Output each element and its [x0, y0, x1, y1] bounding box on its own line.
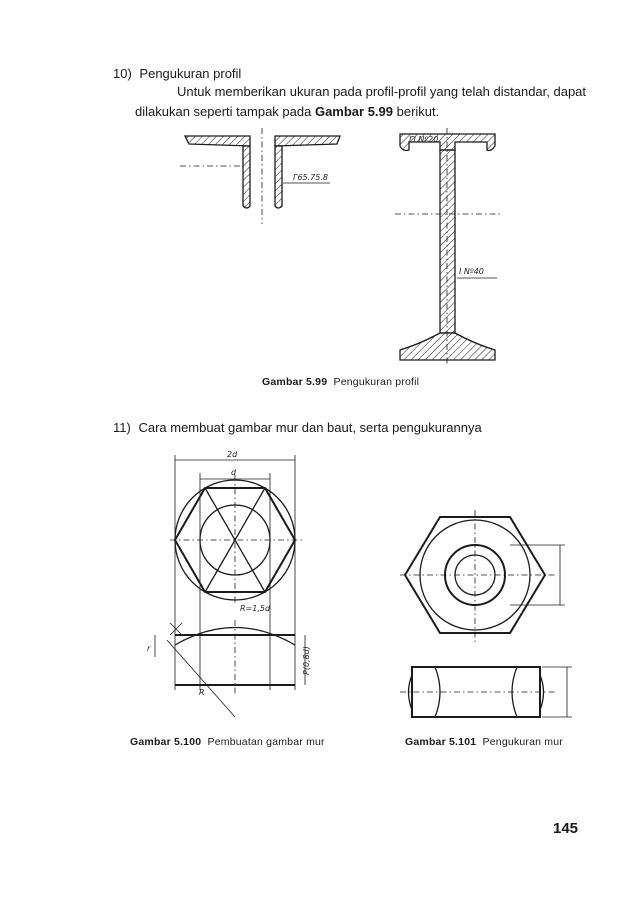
section-10-heading — [113, 66, 241, 81]
figure-5-101-caption: Gambar 5.101 Pengukuran mur — [405, 736, 563, 748]
dim-height-label: P(0,8d) — [302, 646, 311, 675]
angle-profile-label: Г65.75.8 — [293, 173, 328, 182]
dim-2d-label: 2d — [227, 450, 238, 459]
figure-5-100-caption: Gambar 5.100 Pembuatan gambar mur — [130, 736, 325, 748]
figure-reference: Gambar 5.99 — [314, 104, 393, 119]
section-11-title: Cara membuat gambar mur dan baut, serta pengukurannya — [138, 420, 482, 435]
section-10-title: Pengukuran profil — [139, 66, 242, 81]
section-11-number: 11) — [113, 420, 131, 435]
section-10-number: 10) — [113, 66, 132, 81]
i-beam-profile-drawing — [395, 128, 505, 368]
dim-r-label: r — [147, 644, 151, 653]
paragraph-line-2: dilakukan seperti tampak pada Gambar 5.99 berikut. — [135, 104, 440, 119]
paragraph-line-1: Untuk memberikan ukuran pada profil-profil yang telah distandar, dapat — [177, 84, 587, 99]
dim-d-label: d — [231, 468, 237, 477]
dim-R-1-5d-label: R=1,5d — [240, 604, 271, 613]
beam-flange-label: ГІ Nº20 — [409, 135, 439, 144]
angle-profile-drawing — [175, 128, 350, 228]
page-number: 145 — [553, 820, 579, 837]
dim-R-label: R — [199, 688, 205, 697]
section-10-paragraph — [135, 82, 605, 122]
section-11-heading — [113, 420, 482, 435]
nut-measurement-drawing — [400, 505, 580, 725]
nut-construction-drawing — [145, 445, 345, 720]
beam-web-label: I Nº40 — [459, 267, 484, 276]
figure-5-99-caption: Gambar 5.99 Pengukuran profil — [262, 376, 420, 388]
